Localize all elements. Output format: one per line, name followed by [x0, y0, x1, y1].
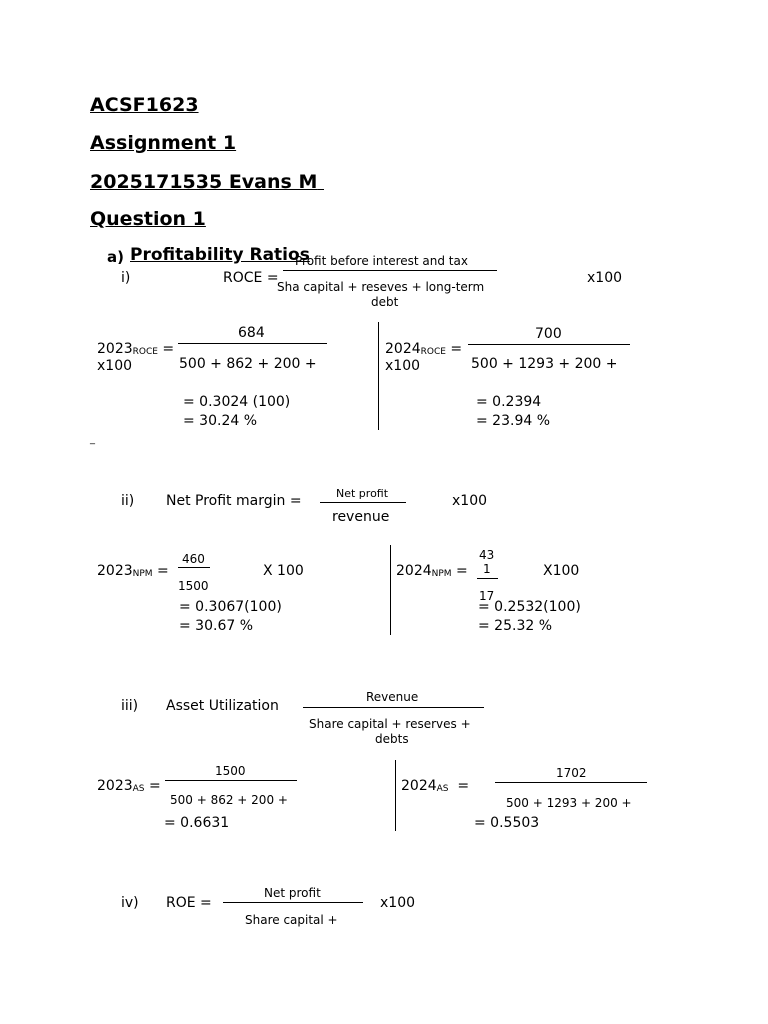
roce-fraction-bar	[283, 270, 497, 271]
stray-mark: _	[90, 434, 95, 445]
student-text: 2025171535 Evans M	[90, 171, 318, 193]
au-2024-year: 2024	[401, 778, 437, 794]
npm-2024-sub: NPM	[431, 569, 452, 579]
roce-2023-eq: =	[162, 341, 175, 357]
au-formula-denominator: Share capital + reserves +	[309, 717, 471, 731]
roce-formula-denominator-cut: debt	[371, 295, 399, 309]
au-2024-numerator: 1702	[556, 766, 587, 780]
npm-2024-year: 2024	[396, 563, 432, 579]
au-2023-result: = 0.6631	[164, 815, 230, 831]
npm-2023-multiplier: X 100	[263, 563, 304, 579]
roce-2024-sub: ROCE	[420, 347, 446, 357]
npm-2024-result-2: = 25.32 %	[478, 618, 553, 634]
au-2023-eq: =	[148, 778, 161, 794]
roce-divider	[378, 322, 379, 430]
question-title: Question 1	[90, 208, 206, 230]
npm-fraction-bar	[320, 502, 406, 503]
au-2023-fraction-bar	[165, 780, 297, 781]
item-number-iii: iii)	[121, 698, 139, 714]
npm-2023-numerator: 460	[182, 552, 205, 566]
item-number-iv: iv)	[121, 895, 139, 911]
roce-2024-year: 2024	[385, 341, 421, 357]
roe-formula-numerator: Net profit	[264, 886, 321, 900]
roce-2023-numerator: 684	[238, 325, 265, 341]
roce-formula-denominator: Sha capital + reseves + long-term	[277, 280, 485, 294]
npm-divider	[390, 545, 391, 635]
au-2024-denominator: 500 + 1293 + 200 +	[506, 796, 632, 810]
roe-label: ROE =	[166, 895, 212, 911]
roce-2024-denominator: 500 + 1293 + 200 +	[471, 356, 618, 372]
npm-2023-sub: NPM	[132, 569, 153, 579]
npm-2024-label	[396, 563, 468, 579]
npm-2024-denominator: 17	[479, 589, 495, 603]
roce-formula-denominator-box	[277, 280, 507, 309]
roe-formula-denominator: Share capital +	[245, 913, 338, 927]
npm-2023-eq: =	[157, 563, 169, 579]
au-2024-fraction-bar	[495, 782, 647, 783]
roe-fraction-bar	[223, 902, 363, 903]
roce-2024-result-2: = 23.94 %	[476, 413, 551, 429]
au-2024-result: = 0.5503	[474, 815, 540, 831]
au-2023-denominator: 500 + 862 + 200 +	[170, 793, 288, 807]
roce-2024-label	[385, 341, 462, 357]
au-formula-denominator-cut: debts	[375, 732, 409, 746]
npm-2023-denominator: 1500	[178, 579, 209, 593]
au-label: Asset Utilization	[166, 698, 279, 714]
roce-multiplier: x100	[587, 270, 623, 286]
section-title: Profitability Ratios	[130, 245, 310, 265]
section-letter: a)	[107, 248, 124, 266]
item-number-ii: ii)	[121, 493, 135, 509]
roce-2023-year: 2023	[97, 341, 133, 357]
roce-2023-label	[97, 341, 174, 357]
student-id-name	[90, 171, 324, 193]
roe-multiplier: x100	[380, 895, 416, 911]
au-fraction-bar	[303, 707, 484, 708]
au-2023-year: 2023	[97, 778, 133, 794]
roce-2023-multiplier: x100	[97, 358, 133, 374]
npm-2023-result-2: = 30.67 %	[179, 618, 254, 634]
course-code: ACSF1623	[90, 94, 199, 116]
npm-2023-result-1: = 0.3067(100)	[179, 599, 282, 615]
roce-formula-numerator: Profit before interest and tax	[295, 254, 468, 268]
roce-2023-result-2: = 30.24 %	[183, 413, 258, 429]
au-formula-numerator: Revenue	[366, 690, 419, 704]
au-2024-eq: =	[457, 778, 470, 794]
npm-2024-result-1: = 0.2532(100)	[478, 599, 581, 615]
npm-formula-numerator: Net profit	[336, 487, 389, 500]
roce-2023-fraction-bar	[178, 343, 327, 344]
npm-formula-denominator: revenue	[332, 509, 390, 525]
au-2024-label	[401, 778, 469, 794]
roce-2024-numerator: 700	[535, 326, 562, 342]
item-number-i: i)	[121, 270, 131, 286]
roce-2024-result-1: = 0.2394	[476, 394, 542, 410]
npm-2024-denominator-box	[479, 589, 499, 603]
npm-2024-eq: =	[456, 563, 468, 579]
npm-2024-multiplier: X100	[543, 563, 580, 579]
roce-2024-eq: =	[450, 341, 463, 357]
npm-2023-label	[97, 563, 169, 579]
au-formula-denominator-box	[309, 717, 494, 746]
au-2023-label	[97, 778, 161, 794]
npm-2024-numerator-top: 43	[479, 548, 495, 562]
npm-2023-fraction-bar	[178, 567, 210, 568]
au-2024-sub: AS	[436, 784, 449, 794]
npm-label: Net Profit margin =	[166, 493, 302, 509]
npm-2024-fraction-bar	[477, 578, 498, 579]
npm-2024-numerator-bottom: 1	[483, 562, 491, 576]
roce-2024-multiplier: x100	[385, 358, 421, 374]
roce-2023-denominator: 500 + 862 + 200 +	[179, 356, 317, 372]
au-2023-numerator: 1500	[215, 764, 246, 778]
roce-2023-result-1: = 0.3024 (100)	[183, 394, 291, 410]
roce-label: ROCE =	[223, 270, 279, 286]
au-2023-sub: AS	[132, 784, 145, 794]
roce-2024-fraction-bar	[468, 344, 630, 345]
au-divider	[395, 760, 396, 831]
npm-2023-year: 2023	[97, 563, 133, 579]
roce-2023-sub: ROCE	[132, 347, 158, 357]
npm-multiplier: x100	[452, 493, 488, 509]
assignment-title: Assignment 1	[90, 132, 237, 154]
